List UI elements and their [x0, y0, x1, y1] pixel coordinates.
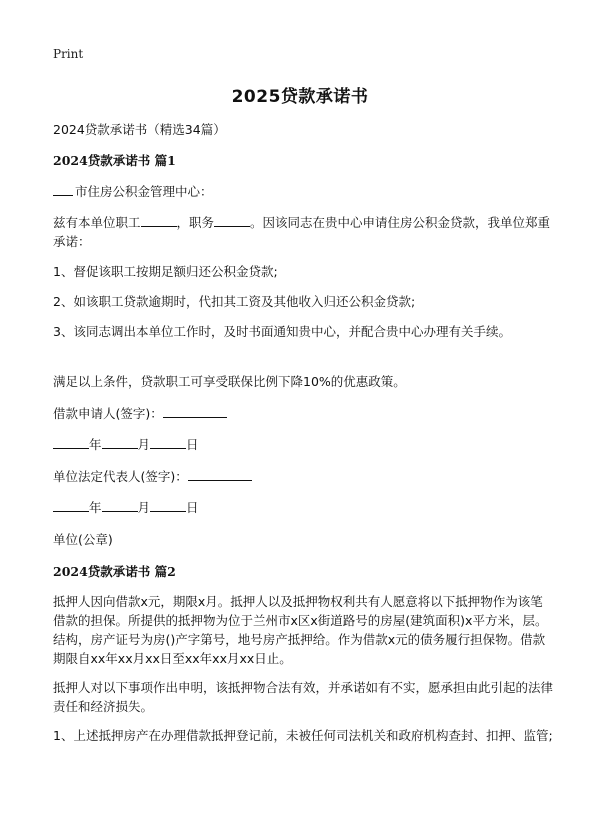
- intro-part-a: 兹有本单位职工: [53, 215, 141, 230]
- applicant-date-line: [53, 435, 553, 454]
- applicant-signature-label: 借款申请人(签字)：: [53, 406, 163, 421]
- intro-part-c: 。因该同志在贵中心申请住房公积金贷款，我单位郑重承诺：: [53, 215, 551, 249]
- document-subtitle: 2024贷款承诺书（精选34篇）: [53, 122, 226, 137]
- day-label: 日: [186, 500, 199, 515]
- month-blank: [102, 499, 138, 512]
- print-label[interactable]: Print: [53, 47, 84, 61]
- year-label: 年: [89, 500, 102, 515]
- declaration-item-1: 1、上述抵押房产在办理借款抵押登记前，未被任何司法机关和政府机构查封、扣押、监管;: [53, 728, 553, 743]
- document-title: 2025贷款承诺书: [231, 87, 369, 107]
- name-blank: [53, 183, 73, 196]
- commitment-item-1: 1、督促该职工按期足额归还公积金贷款;: [53, 264, 278, 279]
- intro-paragraph: [53, 213, 553, 251]
- mortgage-paragraph: 抵押人因向借款x元，期限x月。抵押人以及抵押物权利共有人愿意将以下抵押物作为该笔借款的担保。所提供的抵押物为位于兰州市x区x街道路号的房屋(建筑面积)x平方米，层。结构，房产证号为房()产字第号，地号房产抵押给。作为借款x元的债务履行担保物。借款期限自xx年xx月xx日至xx年xx月xx日止。: [53, 594, 548, 666]
- day-blank: [150, 499, 186, 512]
- section2-heading: 2024贷款承诺书 篇2: [53, 564, 176, 579]
- month-label: 月: [137, 437, 151, 452]
- section1-heading: 2024贷款承诺书 篇1: [53, 153, 176, 168]
- salutation-line: [53, 182, 553, 201]
- month-blank: [102, 436, 138, 449]
- applicant-signature-blank: [163, 405, 227, 418]
- commitment-item-3: 3、该同志调出本单位工作时，及时书面通知贵中心，并配合贵中心办理有关手续。: [53, 324, 511, 339]
- year-blank: [53, 499, 89, 512]
- commitment-item-2: 2、如该职工贷款逾期时，代扣其工资及其他收入归还公积金贷款;: [53, 294, 416, 309]
- year-label: 年: [89, 437, 102, 452]
- day-blank: [150, 436, 186, 449]
- employee-blank: [141, 214, 177, 227]
- year-blank: [53, 436, 89, 449]
- day-label: 日: [186, 437, 199, 452]
- representative-signature-line: [53, 467, 553, 486]
- month-label: 月: [137, 500, 151, 515]
- declaration-paragraph: 抵押人对以下事项作出申明，该抵押物合法有效，并承诺如有不实，愿承担由此引起的法律责任和经济损失。: [53, 680, 554, 714]
- condition-text: 满足以上条件，贷款职工可享受联保比例下降10%的优惠政策。: [53, 374, 406, 389]
- unit-seal: 单位(公章): [53, 532, 113, 547]
- intro-part-b: ，职务: [176, 215, 215, 230]
- representative-signature-blank: [188, 468, 252, 481]
- applicant-signature-line: [53, 404, 553, 423]
- representative-date-line: [53, 498, 553, 517]
- salutation-text: 市住房公积金管理中心：: [75, 184, 213, 199]
- position-blank: [214, 214, 250, 227]
- representative-signature-label: 单位法定代表人(签字)：: [53, 469, 188, 484]
